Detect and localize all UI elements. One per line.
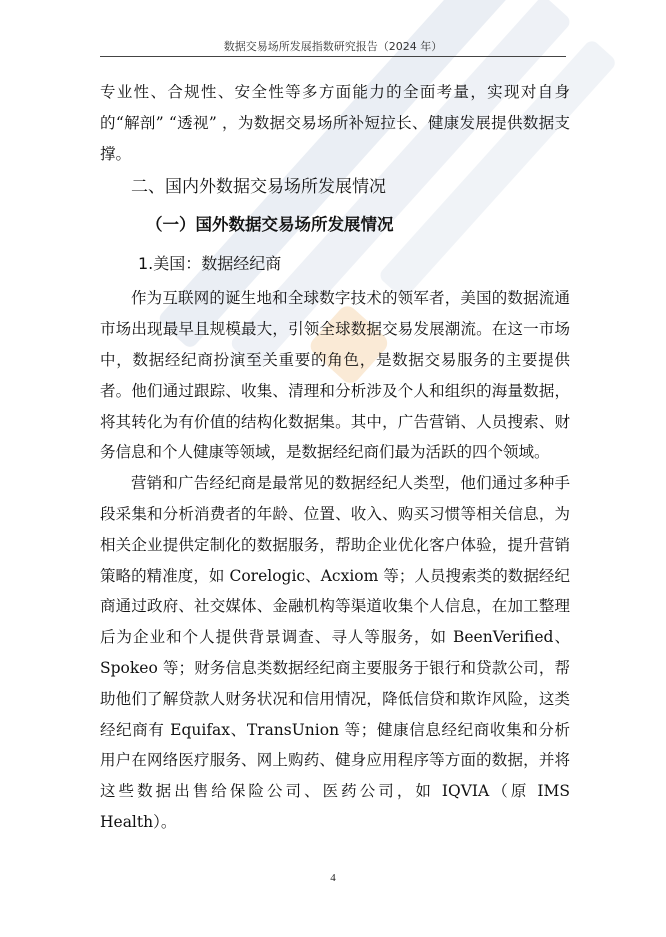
paragraph-us-overview: 作为互联网的诞生地和全球数字技术的领军者，美国的数据流通市场出现最早且规模最大，引领全球数据交易发展潮流。在这一市场中，数据经纪商扮演至关重要的角色，是数据交易服务的主要提供者。他们通过跟踪、收集、清理和分析涉及个人和组织的海量数据，将其转化为有价值的结构化数据集。其中，广告营销、人员搜索、财务信息和个人健康等领域，是数据经纪商们最为活跃的四个领域。 — [100, 289, 570, 462]
running-header: 数据交易场所发展指数研究报告（2024 年） — [223, 40, 443, 53]
header-divider — [100, 56, 566, 57]
paragraph-intro-continuation: 专业性、合规性、安全性等多方面能力的全面考量，实现对自身的“解剖” “透视” ，为数据交易场所补短拉长、健康发展提供数据支撑。 — [100, 83, 570, 163]
section-heading: 二、国内外数据交易场所发展情况 — [131, 177, 386, 198]
paragraph-broker-types: 营销和广告经纪商是最常见的数据经纪人类型，他们通过多种手段采集和分析消费者的年龄、位置、收入、购买习惯等相关信息，为相关企业提供定制化的数据服务，帮助企业优化客户体验，提升营销策略的精准度，如 Corelogic、Acxiom 等；人员搜索类的数据经纪商通过政府、社交媒体、金融机构等渠道收集个人信息，在加工整理后为企业和个人提供背景调查、寻人等服务，如 BeenVerified、Spokeo 等；财务信息类数据经纪商主要服务于银行和贷款公司，帮助他们了解贷款人财务状况和信用情况，降低信贷和欺诈风险，这类经纪商有 Equifax、TransUnion 等；健康信息经纪商收集和分析用户在网络医疗服务、网上购药、健身应用程序等方面的数据，并将这些数据出售给保险公司、医药公司，如 IQVIA（原 IMS Health）。 — [100, 474, 570, 831]
subsubsection-heading: 1.美国：数据经纪商 — [138, 254, 282, 274]
document-body — [100, 77, 570, 838]
page-number: 4 — [330, 872, 336, 884]
subsection-heading: （一）国外数据交易场所发展情况 — [146, 215, 394, 235]
